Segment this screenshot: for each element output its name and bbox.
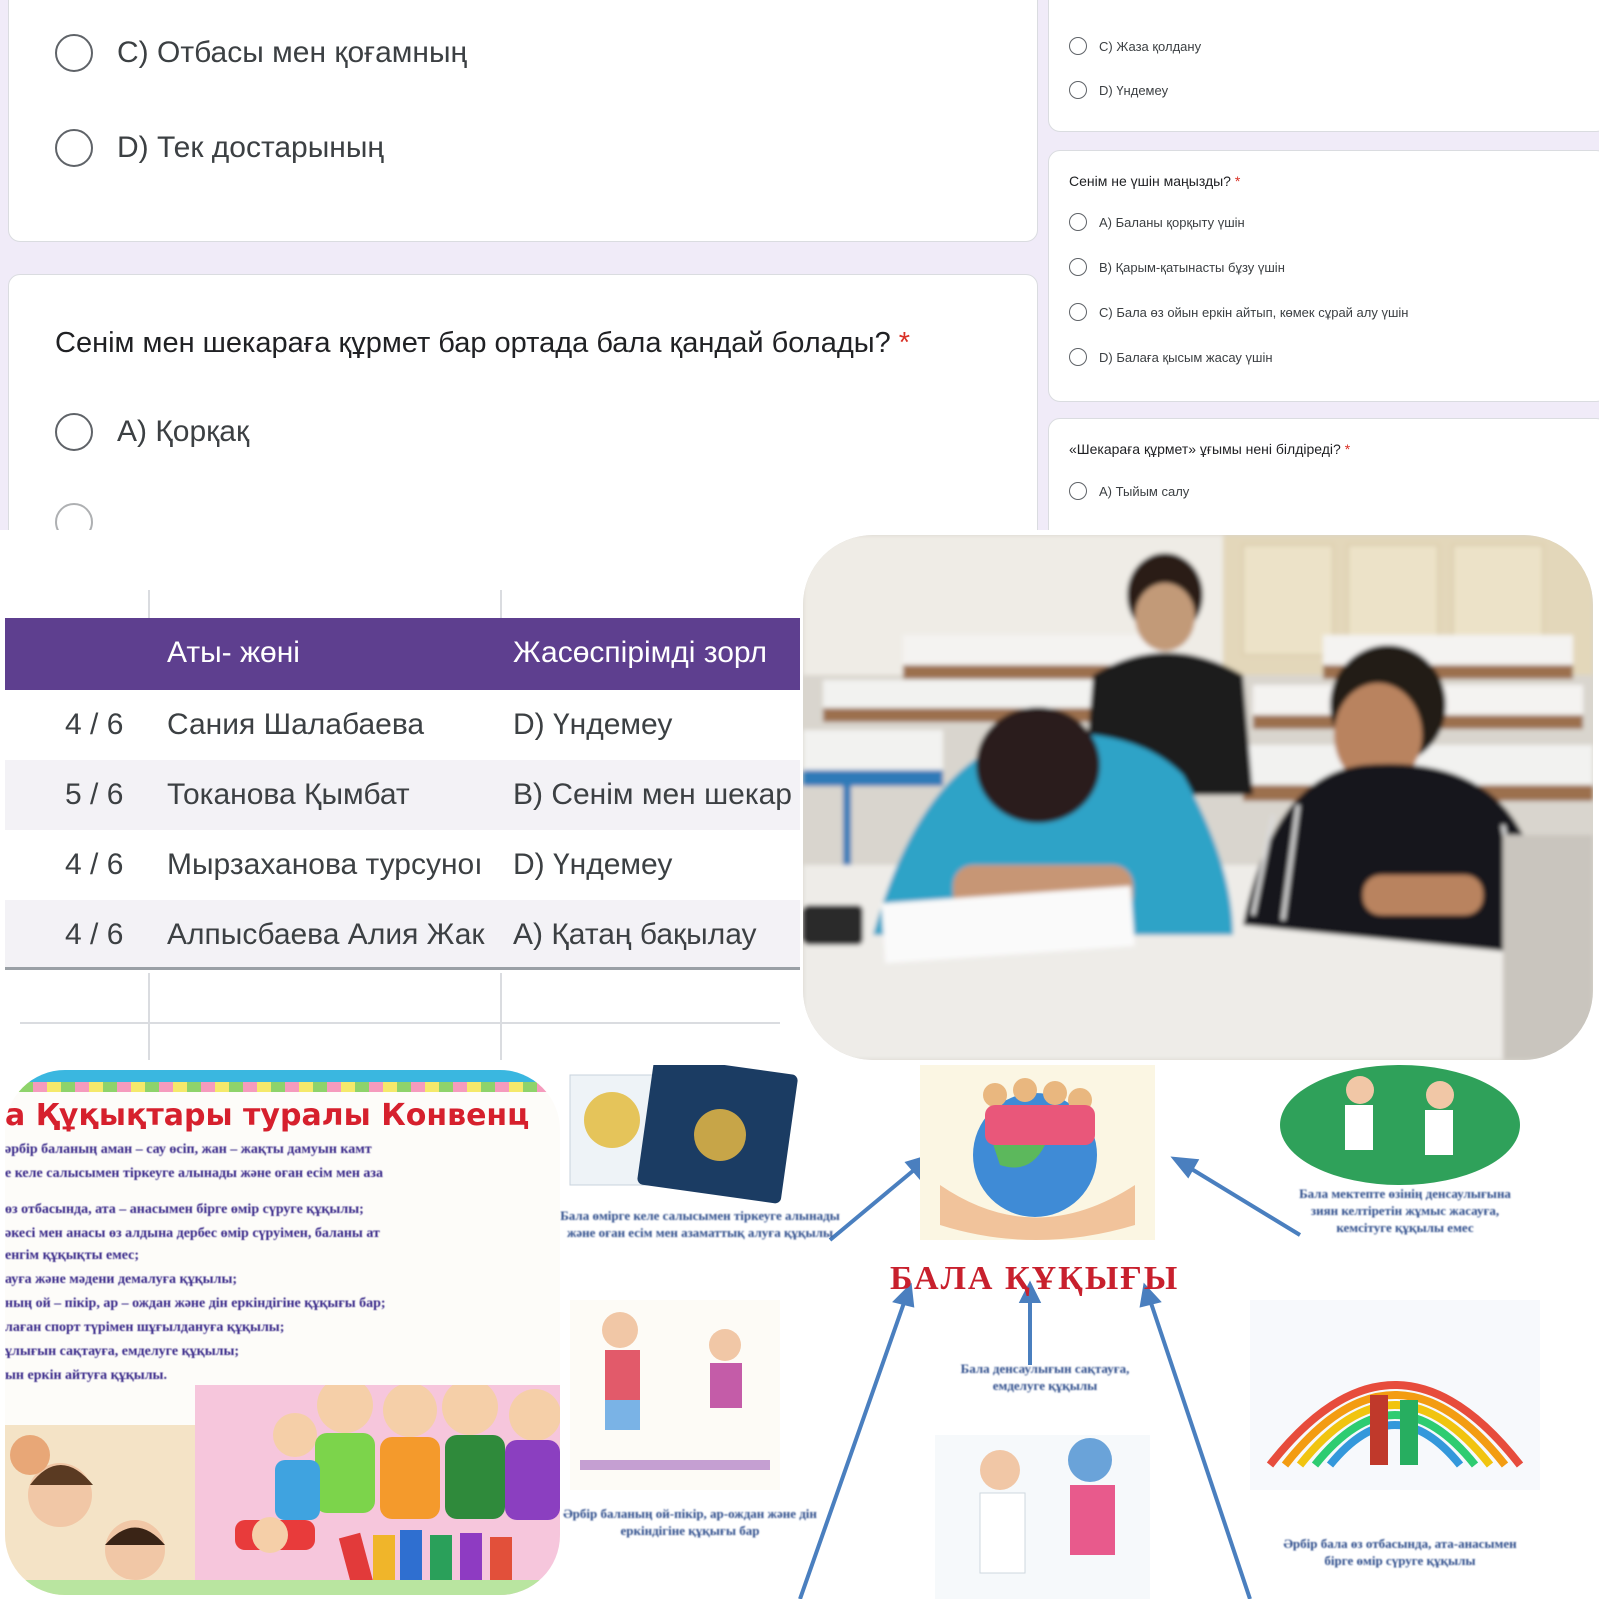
option-label: C) Бала өз ойын еркін айтып, көмек сұрай алу үшін: [1099, 304, 1409, 320]
radio-icon[interactable]: [55, 503, 93, 530]
poster-border-pattern: [5, 1082, 560, 1092]
option-label: A) Тыйым салу: [1099, 483, 1190, 499]
answer-cell: B) Сенім мен шекар: [513, 778, 792, 811]
diagram-text-freedom: Әрбір баланың ой-пікір, ар-ождан және дін еркіндігіне құқығы бар: [563, 1506, 817, 1538]
option-label: C) Жаза қолдану: [1099, 38, 1202, 54]
radio-icon[interactable]: [55, 129, 93, 167]
option-b-partial[interactable]: [55, 503, 117, 530]
poster-line: өз отбасында, ата – анасымен бірге өмір сүруге құқылы;: [5, 1202, 364, 1217]
poster-line: әрбір баланың аман – сау өсіп, жан – жақты дамуын камт: [5, 1142, 372, 1157]
radio-icon[interactable]: [1069, 213, 1087, 231]
question-title: «Шекараға құрмет» ұғымы нені білдіреді? *: [1069, 441, 1351, 457]
score-cell: 4 / 6: [65, 918, 124, 951]
name-cell: Токанова Қымбат: [167, 778, 410, 811]
radio-icon[interactable]: [55, 34, 93, 72]
poster-top-stripe: [5, 1070, 560, 1082]
answer-cell: D) Үндемеу: [513, 848, 673, 881]
required-mark: *: [1234, 173, 1241, 189]
diagram-title: БАЛА ҚҰҚЫҒЫ: [890, 1260, 1180, 1297]
radio-icon[interactable]: [1069, 37, 1087, 55]
option-label: D) Үндемеу: [1099, 82, 1169, 98]
poster-line: е келе салысымен тіркеуге алынады және оған есім мен аза: [5, 1166, 384, 1181]
table-row[interactable]: [5, 760, 800, 830]
option-label: C) Отбасы мен қоғамның: [117, 36, 468, 69]
option-label: B) Қарым-қатынасты бұзу үшін: [1099, 259, 1285, 275]
option-d[interactable]: [1069, 348, 1273, 366]
radio-icon[interactable]: [1069, 482, 1087, 500]
option-a[interactable]: [55, 413, 249, 451]
diagram-text-family: Әрбір бала өз отбасында, ата-анасымен бірге өмір сүруге құқылы: [1283, 1536, 1517, 1568]
name-cell: Алпысбаева Алия Жак: [167, 918, 485, 951]
poster-line: лаған спорт түрімен шұғылдануға құқылы;: [5, 1320, 285, 1335]
previous-question-card: [1048, 0, 1599, 132]
option-a[interactable]: [1069, 213, 1245, 231]
option-d[interactable]: [55, 129, 384, 167]
column-divider: [500, 973, 502, 1060]
question-title: Сенім мен шекараға құрмет бар ортада бала қандай болады? *: [55, 327, 911, 359]
previous-question-card: [8, 0, 1038, 242]
form-screenshot-main: [0, 0, 1040, 530]
column-divider: [148, 973, 150, 1060]
radio-icon[interactable]: [1069, 258, 1087, 276]
option-label: A) Баланы қорқыту үшін: [1099, 214, 1245, 230]
option-d[interactable]: [1069, 81, 1168, 99]
classroom-photo: [803, 535, 1593, 1060]
classroom-photo-illustration: [803, 535, 1593, 1060]
radio-icon[interactable]: [1069, 348, 1087, 366]
required-mark: *: [898, 327, 911, 359]
child-rights-diagram: [560, 1065, 1599, 1599]
question-card-boundaries: [1048, 418, 1599, 530]
name-cell: Сания Шалабаева: [167, 708, 425, 741]
diagram-text-registration: Бала өмірге келе салысымен тіркеуге алынады және оған есім мен азаматтық алуға құқылы: [560, 1208, 840, 1240]
option-c[interactable]: [1069, 37, 1201, 55]
score-cell: 4 / 6: [65, 708, 124, 741]
column-header-question[interactable]: Жасөспірімді зорл: [513, 636, 768, 669]
answer-cell: A) Қатаң бақылау: [513, 918, 757, 951]
question-card: [8, 274, 1038, 530]
required-mark: *: [1344, 441, 1351, 457]
score-cell: 5 / 6: [65, 778, 124, 811]
poster-line: енгім құқықты емес;: [5, 1248, 140, 1263]
results-table-screenshot: [0, 540, 800, 1060]
score-cell: 4 / 6: [65, 848, 124, 881]
question-title: Сенім не үшін маңызды? *: [1069, 173, 1241, 189]
poster-line: ауға және мәдени демалуға құқылы;: [5, 1272, 238, 1287]
diagram-text-health: Бала денсаулығын сақтауға, емделуге құқылы: [960, 1361, 1130, 1393]
radio-icon[interactable]: [55, 413, 93, 451]
table-row[interactable]: [5, 690, 800, 760]
children-illustration: [5, 1385, 560, 1595]
form-screenshot-small: [1040, 0, 1599, 530]
option-c[interactable]: [1069, 303, 1408, 321]
table-header: [5, 618, 800, 690]
column-divider: [500, 590, 502, 620]
poster-line: ұлығын сақтауға, емделуге құқылы;: [5, 1344, 240, 1359]
question-card-trust: [1048, 150, 1599, 402]
radio-icon[interactable]: [1069, 81, 1087, 99]
poster-line: ның ой – пікір, ар – ождан және дін еркіндігіне құқығы бар;: [5, 1296, 386, 1311]
column-header-name[interactable]: Аты- жөні: [167, 636, 300, 669]
convention-poster: [5, 1070, 560, 1595]
diagram-text-work: Бала мектепте өзінің денсаулығына зиян келтіретін жұмыс жасауға, кемсітуге құқылы емес: [1299, 1186, 1511, 1235]
option-label: D) Балаға қысым жасау үшін: [1099, 349, 1273, 365]
poster-line: ын еркін айтуға құқылы.: [5, 1368, 167, 1383]
poster-line: әкесі мен анасы өз алдына дербес өмір сүруімен, баланы ат: [5, 1226, 380, 1241]
row-divider: [20, 1022, 780, 1024]
option-b[interactable]: [1069, 258, 1285, 276]
radio-icon[interactable]: [1069, 303, 1087, 321]
option-label: A) Қорқақ: [117, 415, 250, 448]
column-divider: [148, 590, 150, 620]
option-label: D) Тек достарының: [117, 131, 384, 164]
name-cell: Мырзаханова турсунoı: [167, 848, 483, 881]
option-c[interactable]: [55, 34, 467, 72]
table-row[interactable]: [5, 900, 800, 970]
table-row[interactable]: [5, 830, 800, 900]
answer-cell: D) Үндемеу: [513, 708, 673, 741]
option-a[interactable]: [1069, 482, 1189, 500]
poster-title: а Құқықтары туралы Конвенц: [5, 1098, 530, 1133]
